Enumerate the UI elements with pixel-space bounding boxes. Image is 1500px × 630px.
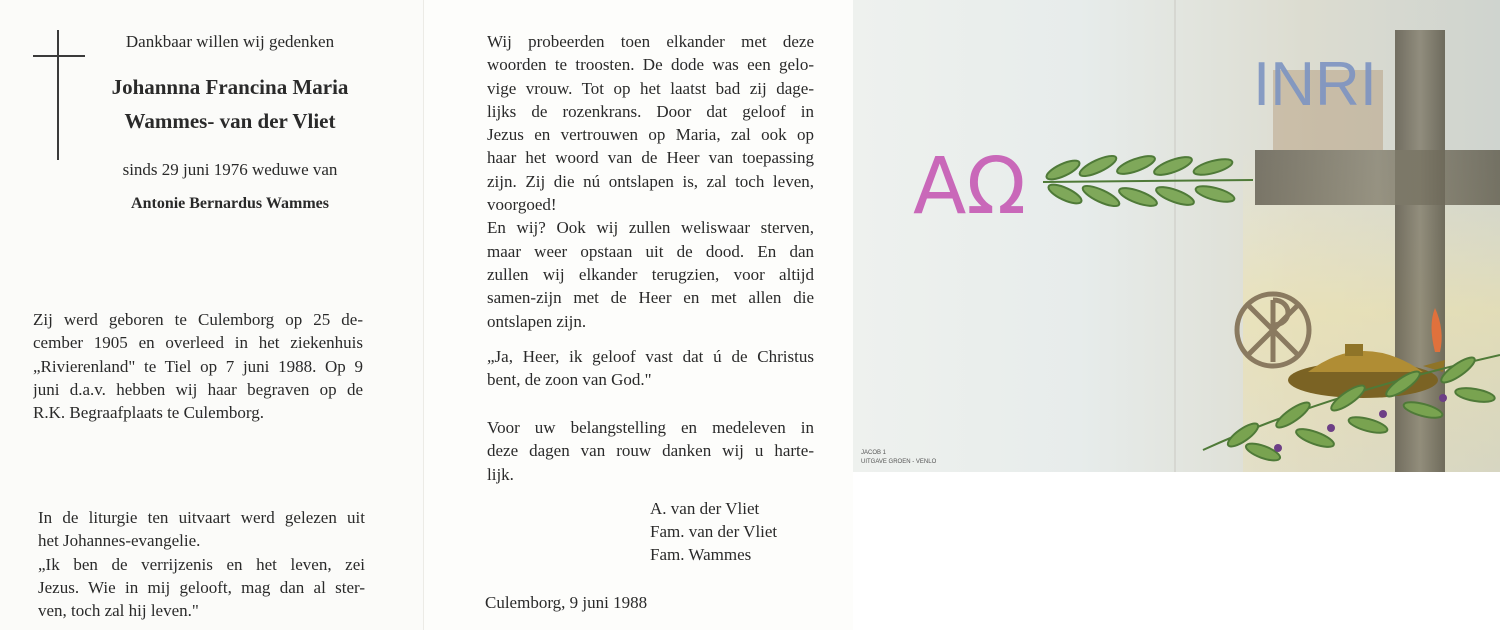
alpha-omega-symbol: AΩ — [913, 142, 1026, 232]
widow-line: sinds 29 juni 1976 weduwe van — [122, 160, 338, 179]
text-line: woorden te troosten. De dode was een gelo- — [487, 55, 814, 75]
quote-paragraph — [487, 345, 814, 392]
deceased-name-line2: Wammes- van der Vliet — [124, 109, 336, 133]
text-line: maar weer opstaan uit de dood. En dan — [487, 241, 814, 261]
biography-paragraph — [33, 308, 363, 424]
liturgy-line: In de liturgie ten uitvaart werd gelezen uit — [38, 508, 365, 527]
liturgy-line: „Ik ben de verrijzenis en het leven, zei — [38, 554, 365, 574]
publisher-line-1: JACOB 1 — [861, 450, 887, 456]
place-date: Culemborg, 9 juni 1988 — [485, 593, 648, 612]
intro-text: Dankbaar willen wij gedenken — [125, 32, 335, 51]
cross-icon — [57, 30, 59, 160]
liturgy-paragraph — [38, 506, 365, 622]
text-line: En wij? Ook wij zullen weliswaar sterven, — [487, 218, 814, 238]
memorial-illustration — [853, 0, 1500, 472]
cross-icon-bar — [33, 55, 85, 57]
olive-branch-top — [1043, 152, 1253, 210]
liturgy-line: het Johannes-evangelie. — [38, 531, 201, 551]
bio-line: R.K. Begraafplaats te Culemborg. — [33, 403, 265, 423]
thanks-line: deze dagen van rouw danken wij u harte- — [487, 441, 814, 461]
bio-line: „Rivierenland" te Tiel op 7 juni 1988. Op 9 — [33, 356, 363, 376]
text-line: haar het woord van de Heer van toepassing — [487, 148, 814, 168]
text-line: zijn. Zij die nú ontslapen is, zal toch leven, — [487, 171, 814, 191]
text-line: vige vrouw. Tot op het laatst bad zij dage- — [487, 78, 814, 98]
quote-line: bent, de zoon van God." — [487, 370, 652, 390]
signatory-2: Fam. van der Vliet — [650, 522, 778, 541]
text-line: voorgoed! — [487, 195, 557, 215]
text-line: lijks de rozenkrans. Door dat geloof in — [487, 101, 814, 121]
cross-horizontal-beam — [1255, 150, 1500, 205]
husband-name: Antonie Bernardus Wammes — [131, 195, 329, 212]
signatory-3: Fam. Wammes — [650, 545, 752, 564]
text-line: zullen wij elkander terugzien, voor altijd — [487, 264, 814, 284]
quote-line: „Ja, Heer, ik geloof vast dat ú de Christus — [487, 347, 814, 366]
thanks-line: Voor uw belangstelling en medeleven in — [487, 418, 814, 437]
card-illustration-panel — [853, 0, 1500, 630]
middle-card-panel — [423, 0, 853, 630]
bio-line: juni d.a.v. hebben wij haar begraven op de — [33, 379, 363, 399]
signatory-1: A. van der Vliet — [650, 499, 760, 518]
text-line: Wij probeerden toen elkander met deze — [487, 32, 814, 51]
thanks-line: lijk. — [487, 464, 514, 484]
bio-line: Zij werd geboren te Culemborg op 25 de- — [33, 310, 363, 329]
text-line: Jezus en vertrouwen op Maria, zal ook op — [487, 125, 814, 145]
publisher-line-2: UITGAVE GROEN - VENLO — [861, 459, 937, 465]
inri-inscription: INRI — [1253, 50, 1377, 119]
text-line: samen-zijn met de Heer en met allen die — [487, 288, 814, 308]
thanks-paragraph — [487, 416, 814, 486]
bio-line: cember 1905 en overleed in het ziekenhuis — [33, 333, 363, 353]
liturgy-line: ven, toch zal hij leven." — [38, 601, 199, 621]
deceased-name-line1: Johannna Francina Maria — [111, 75, 349, 99]
left-card-panel — [0, 0, 423, 630]
liturgy-line: Jezus. Wie in mij gelooft, mag dan al ster- — [38, 577, 365, 597]
consolation-paragraph — [487, 30, 814, 333]
text-line: ontslapen zijn. — [487, 311, 587, 331]
